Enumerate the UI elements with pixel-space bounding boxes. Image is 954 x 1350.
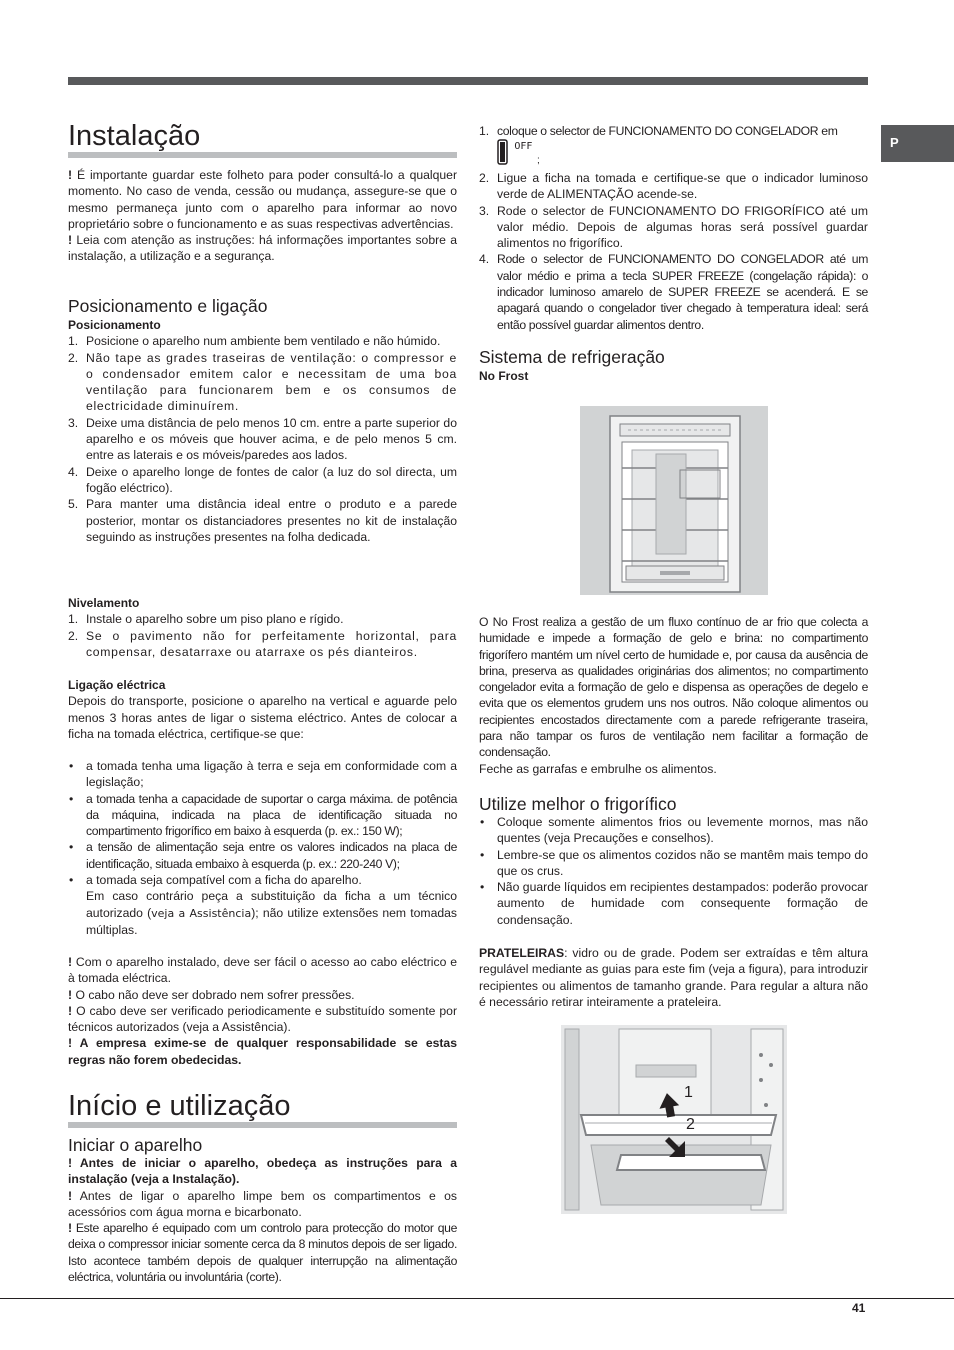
- subheading-nofrost: No Frost: [479, 369, 529, 383]
- nofrost-block: [479, 614, 868, 777]
- start-warning-bold: ! Antes de iniciar o aparelho, obedeça as instruções para a instalação (veja a Instalação).: [68, 1156, 457, 1187]
- language-tab: P: [881, 125, 954, 162]
- list-item: • Coloque somente alimentos frios ou levemente mornos, mas não quentes (veja Precauções e conselhos).: [480, 815, 868, 846]
- heading-cooling-system: Sistema de refrigeração: [479, 347, 665, 367]
- list-item: 4. Rode o selector de FUNCIONAMENTO DO CONGELADOR até um valor médio e prima a tecla SUPER FREEZE (congelação rápida): o indicador luminoso amarelo de SUPER FREEZE se acenderá. E se apagará quando o congelador tiver chegado à temperatura ideal: será então possível guardar alimentos dentro.: [479, 252, 868, 332]
- shelves-block: [479, 945, 868, 1010]
- intro-paragraph-1: ! É importante guardar este folheto para poder consultá-lo a qualquer momento. No caso de venda, cessão ou mudança, assegure-se que o mesmo permaneça junto com o aparelho para informar ao novo proprietário sobre o funcionamento e as suas respectivas advertências.: [68, 168, 457, 231]
- start-paragraph-1: ! Antes de ligar o aparelho limpe bem os compartimentos e os acessórios com água morna e bicarbonato.: [68, 1188, 457, 1219]
- off-switch-icon: [497, 139, 511, 169]
- list-item: 2. Se o pavimento não for perfeitamente horizontal, para compensar, desatarraxe ou atarraxe os pés dianteiros.: [68, 628, 457, 659]
- figure-label-1: 1: [684, 1084, 693, 1101]
- section-title-installation: Instalação: [68, 120, 457, 158]
- fridge-tips: [479, 814, 868, 928]
- heading-positioning: Posicionamento e ligação: [68, 296, 268, 316]
- list-item: • Lembre-se que os alimentos cozidos não se mantêm mais tempo do que os crus.: [480, 847, 868, 878]
- list-item: 1. Posicione o aparelho num ambiente bem ventilado e não húmido.: [68, 334, 441, 349]
- subheading-positioning: Posicionamento: [68, 318, 161, 332]
- figure-label-2: 2: [686, 1116, 695, 1133]
- liability-warning: ! A empresa exime-se de qualquer responsabilidade se estas regras não forem obedecidas.: [68, 1036, 457, 1067]
- nofrost-tip: Feche as garrafas e embrulhe os alimentos.: [479, 761, 717, 776]
- section-title-start: Início e utilização: [68, 1090, 457, 1128]
- heading-fridge-usage: Utilize melhor o frigorífico: [479, 794, 677, 814]
- list-item: 4. Deixe o aparelho longe de fontes de calor (a luz do sol directa, um fogão eléctrico).: [68, 464, 457, 495]
- start-block: [68, 1155, 457, 1285]
- warning-paragraph: ! O cabo deve ser verificado periodicamente e substituído somente por técnicos autorizados (veja a Assistência).: [68, 1003, 457, 1035]
- start-paragraph-2: ! Este aparelho é equipado com um controlo para protecção do motor que deixa o compressor iniciar somente cerca da 8 minutos depois de ser ligado. Isto acontece também depois de qualquer interrupção na alimentação eléctrica, voluntária ou involuntária (corte).: [68, 1221, 457, 1285]
- freezer-illustration: [580, 406, 768, 595]
- positioning-block: [68, 317, 457, 545]
- list-item: 1. coloque o selector de FUNCIONAMENTO DO CONGELADOR em $^{OFF}$ ;: [479, 123, 868, 170]
- list-item: 5. Para manter uma distância ideal entre o produto e a parede posterior, montar os distanciadores presentes no kit de instalação seguindo as instruções presentes na folha dedicada.: [68, 497, 457, 544]
- start-steps: [479, 123, 868, 333]
- positioning-list: [68, 333, 457, 545]
- list-item: 2. Não tape as grades traseiras de ventilação: o compressor e o condensador emitem calor e necessitam de uma boa ventilação para funcionarem bem e os consumos de electricidade diminuírem.: [68, 350, 457, 414]
- electric-block: [68, 677, 457, 742]
- warning-paragraph: ! O cabo não deve ser dobrado nem sofrer pressões.: [68, 987, 355, 1002]
- top-rule: [68, 77, 868, 85]
- subheading-electric: Ligação eléctrica: [68, 678, 166, 692]
- levelling-block: [68, 595, 457, 660]
- shelves-paragraph: PRATELEIRAS: vidro ou de grade. Podem ser extraídas e têm altura regulável mediante as guias para este fim (veja a figura), para introduzir recipientes ou alimentos de tamanho grande. Para regular a altura não é necessário retirar inteiramente a prateleira.: [479, 946, 868, 1009]
- levelling-list: [68, 611, 457, 660]
- list-item: 2. Ligue a ficha na tomada e certifique-se que o indicador luminoso verde de ALIMENTAÇÃO acende-se.: [479, 171, 868, 202]
- start-steps-list: [479, 123, 868, 333]
- list-item: 3. Deixe uma distância de pelo menos 10 cm. entre a parte superior do aparelho e os móveis que houver acima, e de pelo menos 5 cm. entre as laterais e os móveis/paredes aos lados.: [68, 415, 457, 463]
- footer-rule: [0, 1298, 954, 1299]
- nofrost-description: O No Frost realiza a gestão de um fluxo contínuo de ar frio que colecta a humidade e impede a formação de gelo e brina: no compartimento frigorífero mantém um nível certo de humidade e, por causa da ausência de brina, preserva as qualidades originárias dos alimentos; no compartimento congelador evita a formação de gelo e dispensa as operações de degelo e evita que os elementos grudem uns nos outros. Não coloque alimentos ou recipientes encostados directamente com a parede refrigerante traseira, para não tampar os furos de ventilação nem facilitar a formação de condensação.: [479, 615, 868, 760]
- electric-list: [68, 758, 457, 888]
- off-label: OFF: [514, 141, 533, 153]
- list-item: 3. Rode o selector de FUNCIONAMENTO DO FRIGORÍFICO até um valor médio. Depois de algumas horas será possível guardar alimentos no frigorífico.: [479, 203, 868, 251]
- electric-fallback-note: Em caso contrário peça a substituição da ficha a um técnico autorizado (veja a Assistência); não utilize extensões nem tomadas múltiplas.: [86, 889, 457, 937]
- list-item: • a tomada tenha a capacidade de suportar o carga máxima. de potência da máquina, indicada na placa de identificação situada no compartimento frigorífico em baixo à esquerda (p. ex.: 150 W);: [69, 791, 457, 839]
- list-item: • a tomada seja compatível com a ficha do aparelho.: [69, 873, 362, 888]
- subheading-levelling: Nivelamento: [68, 596, 140, 610]
- page-number: 41: [852, 1301, 866, 1315]
- shelf-adjust-figure: [561, 1025, 787, 1214]
- electric-conditions: [68, 758, 457, 938]
- intro-paragraph-2: ! Leia com atenção as instruções: há informações importantes sobre a instalação, a utilização e a segurança.: [68, 233, 457, 264]
- list-item: • a tensão de alimentação seja entre os valores indicados na placa de identificação, situada embaixo à esquerda (p. ex.: 220-240 V);: [69, 840, 457, 871]
- heading-start-appliance: Iniciar o aparelho: [68, 1135, 203, 1155]
- list-item: • Não guarde líquidos em recipientes destampados: poderão provocar aumento de humidade com consequente formação de condensação.: [480, 880, 868, 927]
- list-item: • a tomada tenha uma ligação à terra e seja em conformidade com a legislação;: [69, 759, 457, 790]
- freezer-figure: [580, 406, 768, 595]
- shelf-illustration: [561, 1025, 787, 1214]
- nofrost-subheading: [479, 368, 868, 384]
- electric-intro: Depois do transporte, posicione o aparelho na vertical e aguarde pelo menos 3 horas antes de ligar o sistema eléctrico. Antes de colocar a ficha na tomada eléctrica, certifique-se que:: [68, 694, 457, 741]
- intro-block: [68, 167, 457, 265]
- list-item: 1. Instale o aparelho sobre um piso plano e rígido.: [68, 612, 344, 627]
- fridge-tips-list: [479, 814, 868, 928]
- warning-paragraph: ! Com o aparelho instalado, deve ser fácil o acesso ao cabo eléctrico e à tomada eléctrica.: [68, 955, 457, 986]
- cable-warnings: [68, 954, 457, 1068]
